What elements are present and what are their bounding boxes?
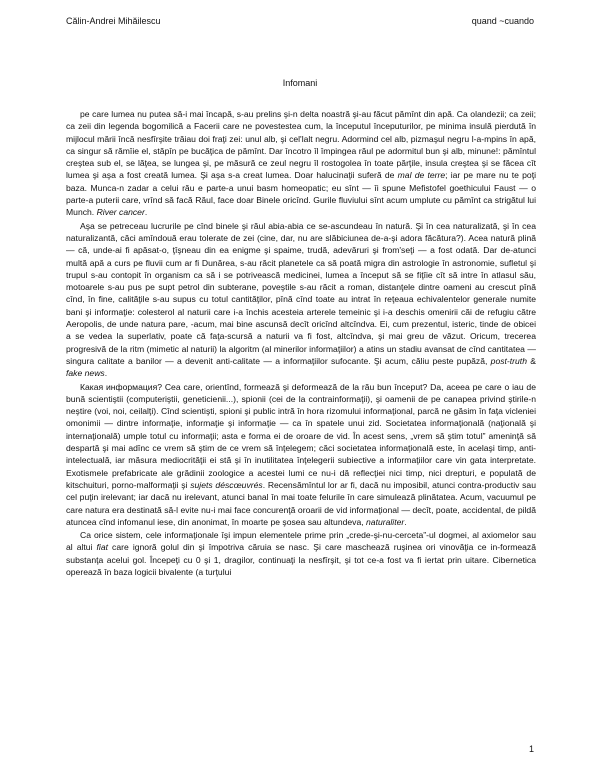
essay-title: Infomani [282, 78, 318, 88]
paragraph [66, 529, 536, 578]
paragraph-text: Aşa se petreceau lucrurile pe cînd binele şi răul abia-abia ce se-ascundeau în natură. Şi în cea naturalizată, şi în cea naturalizantă, căci amîndouă erau tolerate de zei (cine, dar, nu are slăbiciunea de-a-şi adora făcătura?). Acea natură plină — că, unde-ai fi apăsat-o, ţîşneau din ea enigme şi spaime, trudă, adevăruri şi from'seţi — a fost odată. Dar de-atunci multă apă a curs pe fluvii cum ar fi Dunărea, s-au răcit planetele ca să poată migra din astrologie în astronomie, sufletul şi trupul s-au contopit în organism ca să i se potrivească medicinei, lumea a început să se fiţîie cît să intre în atlasul său, motoarele s-au pus pe supt petrol din subterane, poveştile s-au răcit a roman, distanţele dintre oameni au crescut pînă cînd, în fine, calităţile s-au supus cu totul cantităţilor, pînă cînd toate au intrat în reţeaua echivalentelor generale numite bani şi informaţie: colesterol al naturii care i-a închis acesteia arterele temeinic şi i-a deschis omenirii căi de refugiu către Aeropolis, de unde natura pare, -acum, mai bine ascunsă decît oricînd altcîndva. Ei, cum prezentul, isteric, tinde de obicei a se vedea la superlativ, poate că faţa-scursă a naturii va fi fost, altcîndva, şi mai greu de văzut. Oricum, trecerea progresivă de la ritm (mimetic al naturii) la algoritm (al minerilor informaţiilor) a atins un stadiu avansat de cînd cantitatea — singura calitate a banilor — a devenit anti-calitate — a informaţiilor sufocante. Şi acum, căliu peste pupăză, [66, 220, 536, 366]
page-number: 1 [528, 744, 534, 754]
paragraph-text: Ca orice sistem, cele informaţionale îşi impun elementele prime prin „crede-şi-nu-cerceta”-ul dogmei, al axiomelor sau al altui [66, 530, 536, 553]
body-text [66, 108, 536, 579]
italic-text: post-truth [490, 355, 527, 366]
paragraph-text: . [104, 368, 108, 379]
paragraph-text: & [526, 355, 537, 366]
paragraph [66, 108, 536, 219]
italic-text: mal de terre [397, 170, 446, 181]
page-header [66, 16, 534, 30]
paragraph-text: Какая информация? Cea care, orientînd, formează şi deformează de la rău bun început? Da, aceea pe care o iau de bună scientiştii (computeriştii, geneticienii...), spionii (cei de la contrainformaţii), şi oamenii de pe canapea privind ştirile-n neştire (voi, noi, ceilalţi). Cînd scientişti, spioni şi public intră în hora rizomului informaţional, parcă ne găsim în faţa vicleniei omonimii — dintre informaţie, informaţie şi informaţie — ca în spatele unui zid. Societatea informaţională (naţională şi internaţională) umple totul cu informaţii; asta e forma ei de oroare de vid. În acest sens, „vrem să ştim totul” ameninţă să despartă şi mai adînc ce vrem să ştim de ce vrem să înţelegem; căci societatea informaţională este, în acelaşi timp, anti-intelectuală, iar măsura mediocrităţii ei stă şi în inutilitatea înţelegerii subiective a informaţiilor care vin gata interpretate. Exotismele prefabricate ale grădinii zoologice a acestei lumi ce nu-i dă reflecţiei nici timp, nici drepturi, e populată de kitschuituri, porno-malformaţii şi [66, 381, 536, 490]
paragraph [66, 381, 536, 529]
running-title: quand ~cuando [471, 16, 534, 26]
paragraph-text: care ignoră golul din şi împotriva căruia se nasc. Şi care maschează ruşinea ori vinovăţia ce in-formează substanţa acelui gol. Începeţi cu 0 şi 1, dragilor, continuaţi la nesfîrşit, şi tot ce-a fost va fi iertat prin uitare. Cibernetica operează în baza logicii bivalente (a turţului [66, 542, 536, 577]
paragraph [66, 220, 536, 380]
paragraph-text: . [404, 516, 407, 527]
paragraph-text: ; iar pe mare nu te poţi baza. Munca-n zadar a celui rău e parte-a unui basm homeopatic; eu sînt — îi spune Mefistofel goethicului Faust — o parte-a puterii care, vrînd să facă Răul, face doar Binele oricînd. Gurile fluviului sînt acum umplute cu pămînt ca strigătul lui Munch. [66, 170, 536, 218]
author-name: Călin-Andrei Mihăilescu [66, 16, 161, 26]
paragraph-text: . [144, 207, 148, 218]
italic-text: fake news [66, 368, 105, 379]
italic-text: fiat [96, 542, 109, 553]
italic-text: naturaliter [366, 516, 405, 527]
italic-text: sujets déscœuvrés [190, 479, 263, 490]
paragraph-text: . Recensămîntul lor ar fi, dacă nu imposibil, atunci contra-productiv sau cel puţin irelevant; iar dacă nu irelevant, atunci banal în mai toate felurile în care simulează plinătatea. Acum, vacuumul pe care natura era destinată să-l evite nu-i mai face concurenţă oroarii de vid informaţional — decît, poate, accidental, de pildă atuncea cînd infomanul iese, din anonimat, în moarte pe şosea sau altundeva, [66, 479, 536, 527]
paragraph-text: pe care lumea nu putea să-i mai încapă, s-au prelins şi-n delta noastră şi-au făcut pămînt din apă. Ca olandezii; ca zeii; ca zeii din legenda bogomilică a Facerii care ne povestestea cum, la începutul începuturilor, pe minima insulă pierdută în mijlocul mării încă nesfîrşite trăiau doi fraţi zei: unul alb, şi cel'lalt negru. Adormind cel alb, pizmaşul negru l-a-mpins în apă, ca singur să rămîie el, stăpîn pe bucăţica de pămînt. Dar încotro îl împingea răul pe adormitul bun şi alb, minune!: pămîntul creştea sub el, se lăţea, se lungea şi, pe măsură ce zeul negru îl rostogolea în toate părţile, insula creştea şi se făcea cît lumea şi aşa a fost creată lumea. Şi aşa s-a creat lumea. Doar halucinaţii suferă de [66, 109, 536, 181]
italic-text: River cancer [96, 207, 145, 218]
